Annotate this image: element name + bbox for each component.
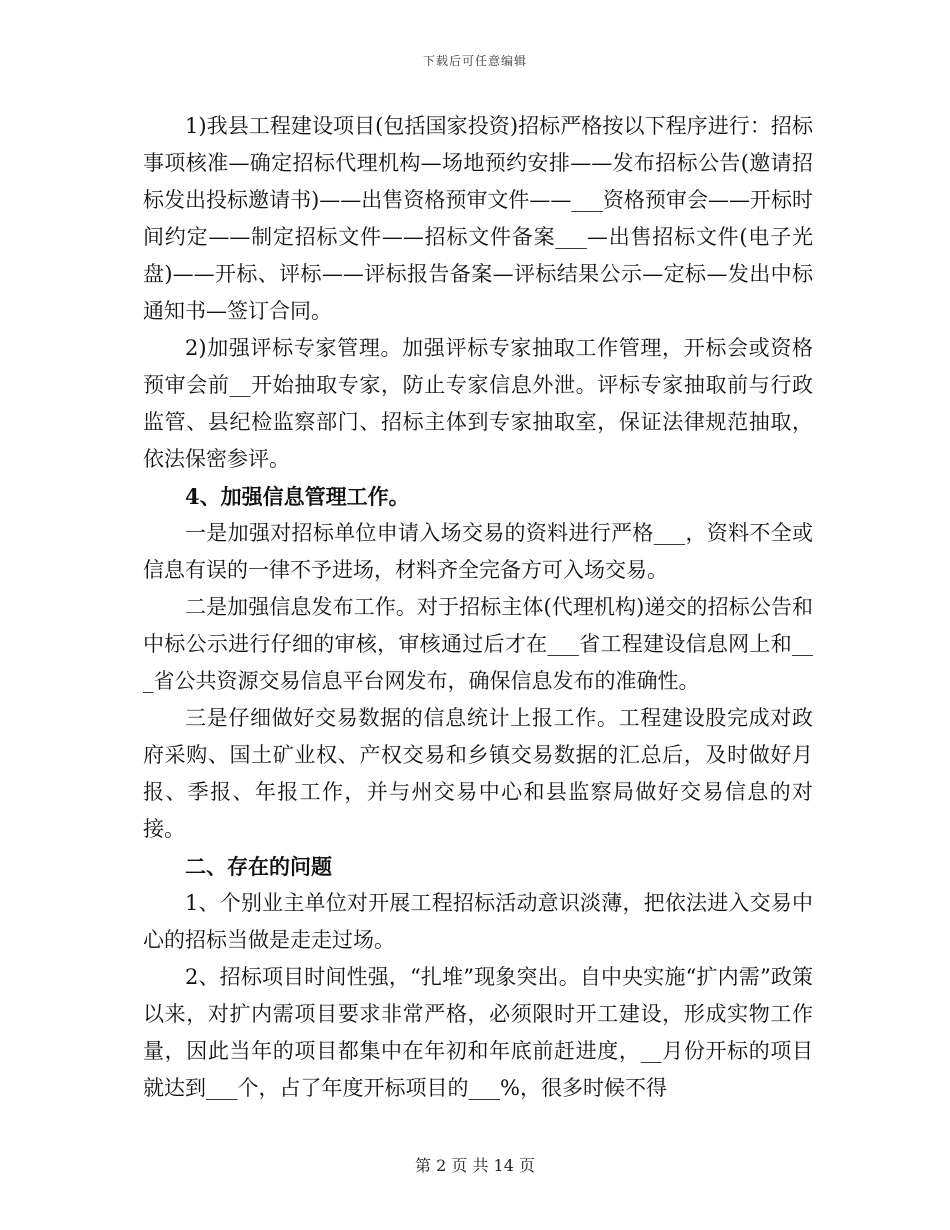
page-header: 下载后可任意编辑 <box>422 54 527 68</box>
paragraph-expert-management: 2)加强评标专家管理。加强评标专家抽取工作管理，开标会或资格预审会前__开始抽取专家，防止专家信息外泄。评标专家抽取前与行政监管、县纪检监察部门、招标主体到专家抽取室，保证法律规范抽取，依法保密参评。 <box>143 336 813 471</box>
document-body <box>143 108 813 1107</box>
paragraph-information-release: 二是加强信息发布工作。对于招标主体(代理机构)递交的招标公告和中标公示进行仔细的审核，审核通过后才在___省工程建设信息网上和___省公共资源交易信息平台网发布，确保信息发布的准确性。 <box>143 595 813 693</box>
section-heading-information-management: 4、加强信息管理工作。 <box>185 484 410 509</box>
paragraph-material-review: 一是加强对招标单位申请入场交易的资料进行严格___，资料不全或信息有误的一律不予进场，材料齐全完备方可入场交易。 <box>143 521 813 582</box>
section-heading-existing-problems: 二、存在的问题 <box>185 854 332 879</box>
paragraph-bidding-procedure: 1)我县工程建设项目(包括国家投资)招标严格按以下程序进行：招标事项核准—确定招标代理机构—场地预约安排——发布招标公告(邀请招标发出投标邀请书)——出售资格预审文件——___资格预审会——开标时间约定——制定招标文件——招标文件备案___—出售招标文件(电子光盘)——开标、评标——评标报告备案—评标结果公示—定标—发出中标通知书—签订合同。 <box>143 114 813 323</box>
page-number-footer: 第 2 页 共 14 页 <box>415 1156 535 1175</box>
paragraph-problem-2: 2、招标项目时间性强，“扎堆”现象突出。自中央实施“扩内需”政策以来，对扩内需项目要求非常严格，必须限时开工建设，形成实物工作量，因此当年的项目都集中在年初和年底前赶进度，__月份开标的项目就达到___个，占了年度开标项目的___%，很多时候不得 <box>143 965 813 1100</box>
paragraph-problem-1: 1、个别业主单位对开展工程招标活动意识淡薄，把依法进入交易中心的招标当做是走走过场。 <box>143 891 813 952</box>
paragraph-statistics-reporting: 三是仔细做好交易数据的信息统计上报工作。工程建设股完成对政府采购、国土矿业权、产权交易和乡镇交易数据的汇总后，及时做好月报、季报、年报工作，并与州交易中心和县监察局做好交易信息的对接。 <box>143 706 813 841</box>
